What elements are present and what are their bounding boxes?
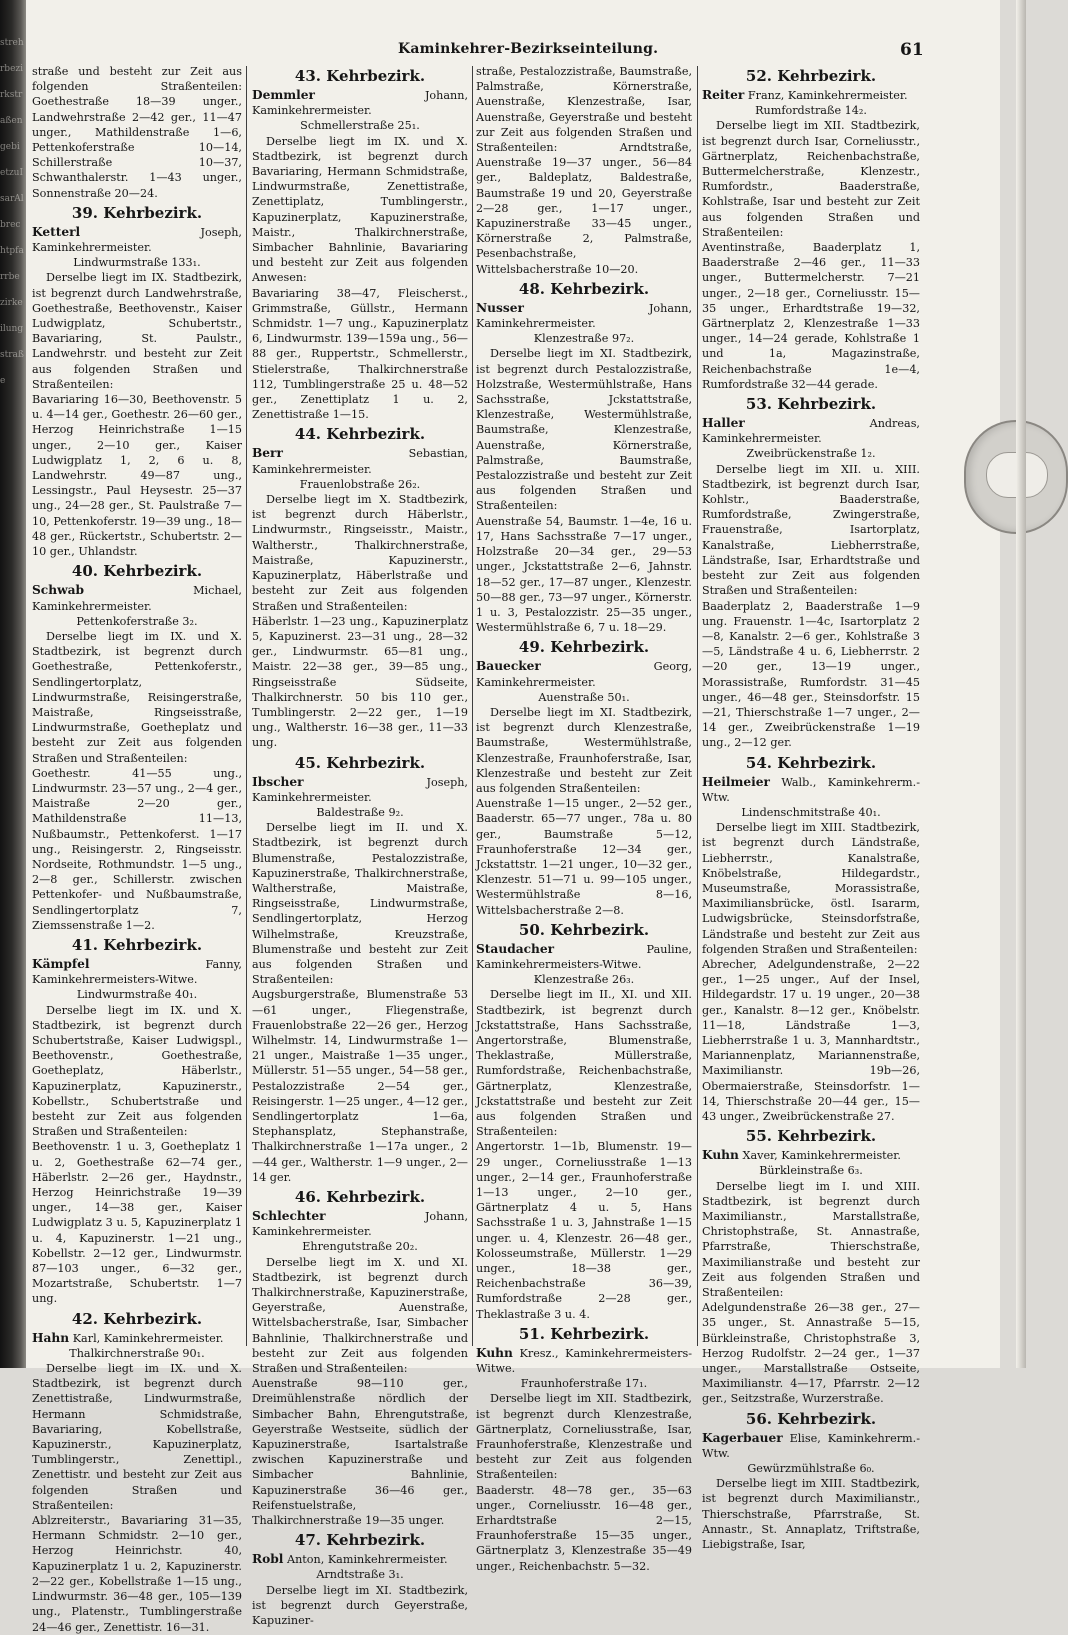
chimney-sweep-title: Andreas, Kaminkehrermeister. (702, 417, 920, 446)
district-street-list: Auenstraße 1—15 unger., 2—52 ger., Baaderstr. 65—77 unger., 78a u. 80 ger., Baumstraße 5—12, Fraunhoferstraße 12—34 ger., Jckstattstr. 1—21 unger., 10—32 ger., Klenzestr. 51—71 u. 99—105 unger., Westermühlstraße 8—16, Wittelsbacherstraße 2—8. (476, 797, 692, 917)
district-entry (252, 68, 468, 422)
district-description: Derselbe liegt im XIII. Stadtbezirk, ist begrenzt durch Maximilianstr., Thierschstraße, Pfarrstraße, St. Annastr., St. Annaplatz, Triftstraße, Liebigstraße, Isar, (702, 1477, 920, 1552)
chimney-sweep-name: Schlechter (252, 1209, 326, 1224)
district-description: Derselbe liegt im IX. und X. Stadtbezirk, ist begrenzt durch Schubertstraße, Kaiser Ludwigspl., Beethovenstr., Goethestraße, Goetheplatz, Häberlstr., Kapuzinerplatz, Kapuzinerstr., Kobellstr., Schubertstraße und besteht zur Zeit aus folgenden Straßen und Straßenteilen: (32, 1003, 242, 1139)
chimney-sweep-title: Xaver, Kaminkehrermeister. (742, 1149, 901, 1163)
chimney-sweep-title: Elise, Kaminkehrerm.-Wtw. (702, 1431, 920, 1460)
chimney-sweep-name: Reiter (702, 88, 745, 102)
district-entry (702, 1411, 920, 1553)
chimney-sweep-title: Joseph, Kaminkehrermeister. (252, 775, 468, 804)
district-title: 39. Kehrbezirk. (71, 203, 203, 222)
district-entry (252, 426, 468, 750)
chimney-sweep-line (252, 775, 468, 805)
chimney-sweep-line (702, 1431, 920, 1461)
district-address: Ehrengutstraße 20₂. (302, 1240, 418, 1254)
district-title: 48. Kehrbezirk. (518, 279, 650, 298)
district-list (252, 68, 468, 1628)
column-3 (476, 64, 692, 1573)
district-title: 54. Kehrbezirk. (745, 753, 877, 772)
chimney-sweep-title: Michael, Kaminkehrermeister. (32, 584, 242, 613)
chimney-sweep-title: Fanny, Kaminkehrermeisters-Witwe. (32, 957, 242, 987)
district-description: Derselbe liegt im XI. Stadtbezirk, ist begrenzt durch Pestalozzistraße, Holzstraße, Westermühlstraße, Hans Sachsstraße, Jckstattstraße, Klenzestraße, Westermühlstraße, Baumstraße, Klenzestraße, Auenstraße, Körnerstraße, Palmstraße, Baumstraße, Pestalozzistraße und besteht zur Zeit aus folgenden Straßen und Straßenteilen: (476, 347, 692, 513)
chimney-sweep-name: Kuhn (702, 1148, 739, 1163)
chimney-sweep-title: Sebastian, Kaminkehrermeister. (252, 447, 468, 476)
chimney-sweep-name: Schwab (32, 583, 84, 598)
chimney-sweep-name: Berr (252, 446, 283, 461)
chimney-sweep-name: Nusser (476, 300, 524, 315)
chimney-sweep-name: Ketterl (32, 224, 81, 239)
district-entry (32, 205, 242, 559)
chimney-sweep-name: Kuhn (476, 1345, 513, 1360)
district-street-list: Ablzreiterstr., Bavariaring 31—35, Hermann Schmidstr. 2—10 ger., Herzog Heinrichstr. 40, Kapuzinerplatz 1 u. 2, Kapuzinerstr. 2—22 ger., Kobellstraße 1—15 ung., Lindwurmstr. 36—48 ger., 105—139 ung., Platenstr., Tumblingerstraße 24—46 ger., Zenettistr. 16—31. (32, 1514, 242, 1634)
continuation-text: straße und besteht zur Zeit aus folgenden Straßenteilen: Goethestraße 18—39 unger., Landwehrstraße 2—42 ger., 11—47 unger., Mathildenstraße 1—6, Pettenkoferstraße 10—14, Schillerstraße 10—37, Schwanthalerstr. 1—43 unger., Sonnenstraße 20—24. (32, 65, 242, 200)
district-address: Thalkirchnerstraße 90₁. (69, 1346, 205, 1360)
district-address: Rumfordstraße 14₂. (755, 104, 867, 118)
chimney-sweep-title: Walb., Kaminkehrerm.-Wtw. (702, 775, 920, 804)
district-address: Lindenschmitstraße 40₁. (741, 805, 881, 819)
district-street-list: Baaderplatz 2, Baaderstraße 1—9 ung. Frauenstr. 1—4c, Isartorplatz 2—8, Kanalstr. 2—6 ger., Kohlstraße 3—5, Ländstraße 4 u. 6, Liebherrstr. 2—20 ger., 13—19 unger., Morassistraße, Rumfordstr. 31—45 unger., 46—48 ger., Steinsdorfstr. 15—21, Thierschstraße 1—7 unger., 2—14 ger., Zweibrückenstraße 1—19 ung., 2—12 ger. (702, 599, 920, 750)
district-entry (702, 1128, 920, 1406)
district-title: 44. Kehrbezirk. (294, 425, 426, 444)
chimney-sweep-line (476, 659, 692, 689)
district-entry (32, 1311, 242, 1635)
district-entry (476, 922, 692, 1322)
district-address: Klenzestraße 97₂. (533, 332, 635, 346)
chimney-sweep-title: Johann, Kaminkehrermeister. (476, 301, 692, 331)
column-1 (32, 64, 242, 1634)
chimney-sweep-name: Hahn (32, 1330, 70, 1345)
district-street-list: Goethestr. 41—55 ung., Lindwurmstr. 23—57 ung., 2—4 ger., Maistraße 2—20 ger., Mathildenstraße 11—13, Nußbaumstr., Pettenkoferst. 1—17 ung., Reisingerstr. 2, Ringseisstr. Nordseite, Rothmundstr. 1—5 ung., 2—8 ger., Schillerstr. zwischen Pettenkofer- und Nußbaumstraße, Sendlingertorplatz 7, Ziemssenstraße 1—2. (32, 766, 242, 932)
district-entry (32, 937, 242, 1307)
district-address: Bürkleinstraße 6₃. (759, 1164, 863, 1178)
chimney-sweep-line (32, 957, 242, 987)
district-address: Auenstraße 50₁. (538, 690, 630, 704)
chimney-sweep-name: Haller (702, 416, 745, 431)
district-address: Klenzestraße 26₃. (533, 973, 635, 987)
chimney-sweep-line (702, 1148, 920, 1163)
district-street-list: Baaderstr. 48—78 ger., 35—63 unger., Corneliusstr. 16—48 ger., Erhardtstraße 2—15, Fraunhoferstraße 15—35 unger., Gärtnerplatz 3, Klenzestraße 35—49 unger., Reichenbachstr. 5—32. (476, 1483, 692, 1573)
chimney-sweep-line (252, 446, 468, 476)
column-rule (697, 66, 698, 1346)
chimney-sweep-line (252, 1209, 468, 1239)
chimney-sweep-title: Georg, Kaminkehrermeister. (476, 660, 692, 689)
chimney-sweep-name: Kagerbauer (702, 1430, 783, 1445)
district-address: Lindwurmstraße 133₁. (73, 256, 201, 270)
chimney-sweep-title: Joseph, Kaminkehrermeister. (32, 225, 242, 255)
column-rule (472, 66, 473, 1346)
district-title: 42. Kehrbezirk. (71, 1309, 203, 1328)
district-street-list: Bavariaring 38—47, Fleischerst., Grimmstraße, Güllstr., Hermann Schmidstr. 1—7 ung., Kapuzinerplatz 6, Lindwurmstr. 139—159a ung., 56—88 ger., Ruppertstr., Schmellerstr., Stielerstraße, Thalkirchnerstraße 112, Tumblingerstraße 25 u. 48—52 ger., Zenettiplatz 1 u. 2, Zenettistraße 1—15. (252, 286, 468, 422)
district-street-list: Auenstraße 54, Baumstr. 1—4e, 16 u. 17, Hans Sachsstraße 7—17 unger., Holzstraße 20—34 ger., 29—53 unger., Jckstattstraße 2—6, Jahnstr. 18—52 ger., 17—87 unger., Klenzestr. 50—88 ger., 73—97 unger., Körnerstr. 1 u. 3, Pestalozzistr. 25—35 unger., Westermühlstraße 6, 7 u. 18—29. (476, 514, 692, 635)
district-list (476, 281, 692, 1574)
running-head: Kaminkehrer-Bezirkseinteilung. (398, 41, 659, 57)
district-description: Derselbe liegt im IX. und X. Stadtbezirk, ist begrenzt durch Goethestraße, Pettenkoferstr., Sendlingertorplatz, Lindwurmstraße, Reisingerstraße, Maistraße, Ringseisstraße, Lindwurmstraße, Goetheplatz und besteht zur Zeit aus folgenden Straßen und Straßenteilen: (32, 629, 242, 765)
chimney-sweep-line (702, 775, 920, 805)
district-description: Derselbe liegt im X. und XI. Stadtbezirk, ist begrenzt durch Thalkirchnerstraße, Kapuzinerstraße, Geyerstraße, Auenstraße, Wittelsbacherstraße, Isar, Simbacher Bahnlinie, Thalkirchnerstraße und besteht zur Zeit aus folgenden Straßen und Straßenteilen: (252, 1255, 468, 1376)
district-list (702, 68, 920, 1552)
district-description: Derselbe liegt im II. und X. Stadtbezirk, ist begrenzt durch Blumenstraße, Pestalozzistraße, Kapuzinerstraße, Thalkirchnerstraße, Waltherstraße, Maistraße, Ringseisstraße, Lindwurmstraße, Sendlingertorplatz, Herzog Wilhelmstraße, Kreuzstraße, Blumenstraße und besteht zur Zeit aus folgenden Straßen und Straßenteilen: (252, 821, 468, 987)
page (26, 0, 1000, 1634)
chimney-sweep-title: Johann, Kaminkehrermeister. (252, 89, 468, 118)
chimney-sweep-name: Bauecker (476, 659, 541, 674)
district-address: Gewürzmühlstraße 6₀. (747, 1462, 875, 1476)
chimney-sweep-line (252, 1552, 468, 1567)
district-address: Pettenkoferstraße 3₂. (76, 614, 198, 628)
district-address: Lindwurmstraße 40₁. (76, 988, 198, 1002)
column-rule (246, 66, 247, 1346)
column-4 (702, 64, 920, 1552)
district-entry (476, 281, 692, 635)
district-title: 47. Kehrbezirk. (294, 1531, 426, 1550)
chimney-sweep-title: Karl, Kaminkehrermeister. (72, 1331, 224, 1345)
district-description: Derselbe liegt im XII. u. XIII. Stadtbezirk, ist begrenzt durch Isar, Kohlstr., Baaderstraße, Rumfordstraße, Zwingerstraße, Frauenstraße, Isartorplatz, Kanalstraße, Liebherrstraße, Ländstraße, Isar, Erhardtstraße und besteht zur Zeit aus folgenden Straßen und Straßenteilen: (702, 462, 920, 598)
district-address: Arndtstraße 3₁. (316, 1568, 404, 1582)
district-street-list: Bavariaring 16—30, Beethovenstr. 5 u. 4—14 ger., Goethestr. 26—60 ger., Herzog Heinrichstraße 1—15 unger., 2—10 ger., Kaiser Ludwigplatz 1, 2, 6 u. 8, Landwehrstr. 49—87 ung., Lessingstr., Paul Heysestr. 25—37 ung., 24—28 ger., St. Paulstraße 7—10, Pettenkoferstr. 19—39 ung., 18—48 ger., Rückertstr., Schubertstr. 2—10 ger., Uhlandstr. (32, 393, 242, 559)
chimney-sweep-line (32, 225, 242, 255)
book-binding (0, 0, 26, 1368)
district-address: Baldestraße 9₂. (316, 805, 404, 819)
district-title: 55. Kehrbezirk. (745, 1127, 877, 1146)
chimney-sweep-title: Kresz., Kaminkehrermeisters-Witwe. (476, 1346, 692, 1376)
binding-bleed-text: strehrbezirkstraßengebietzuIsarAlbrechtpfarrbezirkeilungstraße (0, 38, 24, 386)
chimney-sweep-name: Staudacher (476, 941, 555, 956)
district-address: Frauenlobstraße 26₂. (299, 477, 421, 491)
district-description: Derselbe liegt im IX. und X. Stadtbezirk, ist begrenzt durch Zenettistraße, Lindwurmstraße, Hermann Schmidstraße, Bavariaring, Kobellstraße, Kapuzinerstr., Kapuzinerplatz, Tumblingerstr., Zenettipl., Zenettistr. und besteht zur Zeit aus folgenden Straßen und Straßenteilen: (32, 1362, 242, 1512)
chimney-sweep-line (702, 88, 920, 103)
district-entry (252, 755, 468, 1185)
district-title: 50. Kehrbezirk. (518, 920, 650, 939)
district-title: 40. Kehrbezirk. (71, 562, 203, 581)
district-street-list: Angertorstr. 1—1b, Blumenstr. 19—29 unger., Corneliusstraße 1—13 unger., 2—14 ger., Fraunhoferstraße 1—13 unger., 2—10 ger., Gärtnerplatz 4 u. 5, Hans Sachsstraße 1 u. 3, Jahnstraße 1—15 unger. u. 4, Klenzestr. 26—48 ger., Kolosseumstraße, Müllerstr. 1—29 unger., 18—38 ger., Reichenbachstraße 36—39, Rumfordstraße 2—28 ger., Theklastraße 3 u. 4. (476, 1140, 692, 1321)
district-title: 43. Kehrbezirk. (294, 67, 426, 85)
chimney-sweep-name: Heilmeier (702, 774, 770, 789)
district-address: Schmellerstraße 25₁. (300, 119, 420, 133)
district-entry (702, 68, 920, 392)
district-entry (252, 1189, 468, 1528)
district-description: Derselbe liegt im I. und XIII. Stadtbezirk, ist begrenzt durch Maximilianstr., Marstallstraße, Christophstraße, St. Annastraße, Pfarrstraße, Thierschstraße, Maximilianstraße und besteht zur Zeit aus folgenden Straßen und Straßenteilen: (702, 1179, 920, 1300)
chimney-sweep-name: Robl (252, 1552, 284, 1567)
column-2 (252, 64, 468, 1628)
district-title: 41. Kehrbezirk. (71, 935, 203, 954)
chimney-sweep-title: Pauline, Kaminkehrermeisters-Witwe. (476, 942, 692, 971)
district-address: Zweibrückenstraße 1₂. (746, 447, 876, 461)
district-description: Derselbe liegt im XII. Stadtbezirk, ist begrenzt durch Isar, Corneliusstr., Gärtnerplatz, Reichenbachstraße, Buttermelcherstraße, Klenzestr., Rumfordstr., Baaderstraße, Kohlstraße, Isar und besteht zur Zeit aus folgenden Straßen und Straßenteilen: (702, 119, 920, 239)
continuation-text: straße, Pestalozzistraße, Baumstraße, Palmstraße, Körnerstraße, Auenstraße, Klenzestraße, Isar, Auenstraße, Geyerstraße und besteht zur Zeit aus folgenden Straßen und Straßenteilen: Arndtstraße, Auenstraße 19—37 unger., 56—84 ger., Baldeplatz, Baldestraße, Baumstraße 19 und 20, Geyerstraße 2—28 ger., 1—17 unger., Kapuzinerstraße 33—45 unger., Körnerstraße 2, Palmstraße, Pesenbachstraße, Wittelsbacherstraße 10—20. (476, 65, 692, 276)
district-title: 53. Kehrbezirk. (745, 395, 877, 414)
district-title: 46. Kehrbezirk. (294, 1188, 426, 1207)
chimney-sweep-line (476, 1346, 692, 1376)
chimney-sweep-name: Kämpfel (32, 956, 90, 971)
district-description: Derselbe liegt im II., XI. und XII. Stadtbezirk, ist begrenzt durch Jckstattstraße, Hans Sachsstraße, Angertorstraße, Blumenstraße, Theklastraße, Müllerstraße, Rumfordstraße, Reichenbachstraße, Gärtnerplatz, Klenzestraße, Jckstattstraße und besteht zur Zeit aus folgenden Straßen und Straßenteilen: (476, 988, 692, 1139)
district-title: 56. Kehrbezirk. (745, 1409, 877, 1428)
chimney-sweep-title: Anton, Kaminkehrermeister. (286, 1553, 448, 1567)
district-description: Derselbe liegt im IX. und X. Stadtbezirk, ist begrenzt durch Bavariaring, Hermann Schmidstraße, Lindwurmstraße, Zenettistraße, Zenettiplatz, Tumblingerstr., Kapuzinerplatz, Kapuzinerstraße, Maistr., Thalkirchnerstraße, Simbacher Bahnlinie, Bavariaring und besteht zur Zeit aus folgenden Anwesen: (252, 134, 468, 285)
district-street-list: Adelgundenstraße 26—38 ger., 27—35 unger., St. Annastraße 5—15, Bürkleinstraße, Christophstraße 3, Herzog Rudolfstr. 2—24 ger., 1—37 unger., Marstallstraße Ostseite, Maximilianstr. 4—17, Pfarrstr. 2—12 ger., Seitzstraße, Wurzerstraße. (702, 1301, 920, 1406)
district-entry (252, 1532, 468, 1628)
district-address: Fraunhoferstraße 17₁. (520, 1377, 648, 1391)
district-street-list: Häberlstr. 1—23 ung., Kapuzinerplatz 5, Kapuzinerst. 23—31 ung., 28—32 ger., Lindwurmstr. 65—81 ung., Maistr. 22—38 ger., 39—85 ung., Ringseisstraße Südseite, Thalkirchnerstr. 50 bis 110 ger., Tumblingerstr. 2—22 ger., 1—19 ung., Waltherstr. 16—38 ger., 11—33 ung. (252, 614, 468, 750)
chimney-sweep-line (32, 1331, 242, 1346)
district-street-list: Beethovenstr. 1 u. 3, Goetheplatz 1 u. 2, Goethestraße 62—74 ger., Häberlstr. 2—26 ger., Haydnstr., Herzog Heinrichstraße 19—39 unger., 14—38 ger., Kaiser Ludwigplatz 3 u. 5, Kapuzinerplatz 1 u. 4, Kapuzinerstr. 1—21 ung., Kobellstr. 2—12 ger., Lindwurmstr. 87—103 unger., 6—32 ger., Mozartstraße, Schubertstr. 1—7 ung. (32, 1140, 242, 1306)
district-title: 52. Kehrbezirk. (745, 67, 877, 85)
page-edge (1016, 0, 1026, 1368)
chimney-sweep-line (476, 942, 692, 972)
district-description: Derselbe liegt im IX. Stadtbezirk, ist begrenzt durch Landwehrstraße, Goethestraße, Beethovenstr., Kaiser Ludwigplatz, Schubertstr., Bavariaring, St. Paulstr., Landwehrstr. und besteht zur Zeit aus folgenden Straßen und Straßenteilen: (32, 271, 242, 391)
chimney-sweep-line (252, 88, 468, 118)
district-description: Derselbe liegt im XI. Stadtbezirk, ist begrenzt durch Klenzestraße, Baumstraße, Westermühlstraße, Klenzestraße, Fraunhoferstraße, Isar, Klenzestraße und besteht zur Zeit aus folgenden Straßenteilen: (476, 705, 692, 795)
chimney-sweep-name: Ibscher (252, 774, 304, 789)
district-street-list: Auenstraße 98—110 ger., Dreimühlenstraße nördlich der Simbacher Bahn, Ehrengutstraße, Geyerstraße Westseite, südlich der Kapuzinerstraße, Isartalstraße zwischen Kapuzinerstraße und Simbacher Bahnlinie, Kapuzinerstraße 36—46 ger., Reifenstuelstraße, Thalkirchnerstraße 19—35 unger. (252, 1377, 468, 1528)
district-entry (702, 755, 920, 1125)
district-title: 49. Kehrbezirk. (518, 638, 650, 657)
chimney-sweep-name: Demmler (252, 88, 315, 102)
district-description: Derselbe liegt im XII. Stadtbezirk, ist begrenzt durch Klenzestraße, Gärtnerplatz, Corneliusstraße, Isar, Fraunhoferstraße, Klenzestraße und besteht zur Zeit aus folgenden Straßenteilen: (476, 1392, 692, 1482)
chimney-sweep-line (476, 301, 692, 331)
chimney-sweep-title: Franz, Kaminkehrermeister. (747, 89, 908, 102)
district-street-list: Aventinstraße, Baaderplatz 1, Baaderstraße 2—46 ger., 11—33 unger., Buttermelcherstr. 7—21 unger., 2—18 ger., Corneliusstr. 15—35 unger., Erhardtstraße 19—32, Gärtnerplatz 2, Klenzestraße 1—33 unger., 14—24 gerade, Kohlstraße 1 und 1a, Magazinstraße, Reichenbachstraße 1e—4, Rumfordstraße 32—44 gerade. (702, 241, 920, 391)
district-street-list: Abrecher, Adelgundenstraße, 2—22 ger., 1—25 unger., Auf der Insel, Hildegardstr. 17 u. 19 unger., 20—38 ger., Kanalstr. 8—12 ger., Knöbelstr. 11—18, Ländstraße 1—3, Liebherrstraße 1 u. 3, Mannhardtstr., Mariannenplatz, Mariannenstraße, Maximilianstr. 19b—26, Obermaierstraße, Steinsdorfstr. 1—14, Thierschstraße 20—44 ger., 15—43 unger., Zweibrückenstraße 27. (702, 957, 920, 1123)
district-title: 45. Kehrbezirk. (294, 753, 426, 772)
district-description: Derselbe liegt im XIII. Stadtbezirk, ist begrenzt durch Ländstraße, Liebherrstr., Kanalstraße, Knöbelstraße, Hildegardstr., Museumstraße, Morassistraße, Maximiliansbrücke, östl. Isararm, Ludwigsbrücke, Steinsdorfstraße, Ländstraße und besteht zur Zeit aus folgenden Straßen und Straßenteilen: (702, 821, 920, 956)
district-list (32, 205, 242, 1635)
page-number: 61 (900, 40, 924, 60)
district-entry (32, 563, 242, 933)
district-description: Derselbe liegt im XI. Stadtbezirk, ist begrenzt durch Geyerstraße, Kapuziner- (252, 1583, 468, 1628)
chimney-sweep-title: Johann, Kaminkehrermeister. (252, 1210, 468, 1239)
district-description: Derselbe liegt im X. Stadtbezirk, ist begrenzt durch Häberlstr., Lindwurmstr., Ringseisstr., Maistr., Waltherstr., Thalkirchnerstraße, Maistraße, Kapuzinerstr., Kapuzinerplatz, Häberlstraße und besteht zur Zeit aus folgenden Straßen und Straßenteilen: (252, 493, 468, 613)
chimney-sweep-line (32, 583, 242, 613)
district-street-list: Augsburgerstraße, Blumenstraße 53—61 unger., Fliegenstraße, Frauenlobstraße 22—26 ger., Herzog Wilhelmstr. 14, Lindwurmstraße 1—21 unger., Maistraße 1—35 unger., Müllerstr. 51—55 unger., 54—58 ger., Pestalozzistraße 2—54 ger., Reisingerstr. 1—25 unger., 4—12 ger., Sendlingertorplatz 1—6a, Stephansplatz, Stephanstraße, Thalkirchnerstraße 1—17a unger., 2—44 ger., Waltherstr. 1—9 unger., 2—14 ger. (252, 988, 468, 1184)
district-entry (476, 1326, 692, 1574)
district-entry (476, 639, 692, 917)
page-header (28, 0, 998, 64)
chimney-sweep-line (702, 416, 920, 446)
district-title: 51. Kehrbezirk. (518, 1324, 650, 1343)
district-entry (702, 396, 920, 750)
